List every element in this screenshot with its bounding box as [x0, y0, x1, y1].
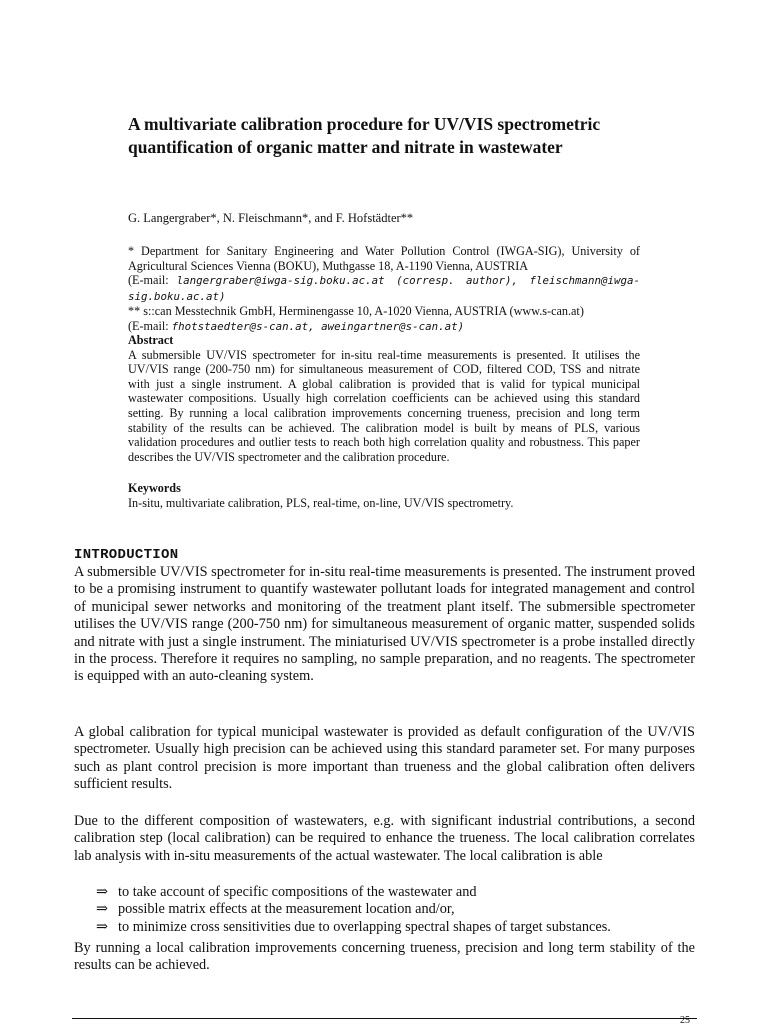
affiliation-1-email — [128, 273, 640, 304]
list-item — [96, 901, 611, 918]
implies-arrow-icon: ⇒ — [96, 918, 108, 935]
list-item — [96, 919, 611, 936]
introduction-heading: INTRODUCTION — [74, 547, 179, 563]
list-item-text: to take account of specific compositions of the wastewater and — [118, 884, 477, 900]
keywords-section — [128, 481, 640, 510]
list-item-text: possible matrix effects at the measurement location and/or, — [118, 901, 455, 918]
author-list: G. Langergraber*, N. Fleischmann*, and F. Hofstädter** — [128, 211, 414, 225]
affiliations — [128, 244, 640, 335]
keywords-text: In-situ, multivariate calibration, PLS, real-time, on-line, UV/VIS spectrometry. — [128, 495, 514, 510]
footer-divider — [72, 1018, 697, 1019]
email-prefix: (E-mail: — [128, 273, 177, 288]
email-addresses-2: fhotstaedter@s-can.at, aweingartner@s-can.at) — [171, 319, 465, 333]
list-item — [96, 884, 611, 901]
affiliation-1: * Department for Sanitary Engineering and Water Pollution Control (IWGA-SIG), University of Agricultural Sciences Vienna (BOKU), Muthgasse 18, A-1190 Vienna, AUSTRIA — [128, 244, 640, 273]
affiliation-2: ** s::can Messtechnik GmbH, Herminengasse 10, A-1020 Vienna, AUSTRIA (www.s-can.at) — [128, 304, 584, 319]
abstract-text: A submersible UV/VIS spectrometer for in-situ real-time measurements is presented. It utilises the UV/VIS range (200-750 nm) for simultaneous measurement of COD, filtered COD, TSS and nitrate with just a single instrument. A global calibration is provided that is valid for typical municipal wastewater compositions. Usually high correlation coefficients can be achieved using this standard setting. By running a local calibration improvements concerning trueness, precision and long term stability of the results can be achieved. The calibration model is built by means of PLS, various validation procedures and outlier tests to reach both high correlation quality and robustness. This paper describes the UV/VIS spectrometer and the calibration procedure. — [128, 347, 640, 464]
paper-title: A multivariate calibration procedure for UV/VIS spectrometric quantification of organic matter and nitrate in wastewater — [128, 114, 601, 157]
keywords-heading: Keywords — [128, 481, 181, 495]
abstract-heading: Abstract — [128, 333, 174, 347]
list-item-text: to minimize cross sensitivities due to overlapping spectral shapes of target substances. — [118, 918, 611, 935]
intro-paragraph-2: A global calibration for typical municipal wastewater is provided as default configuration of the UV/VIS spectrometer. Usually high precision can be achieved using this standard parameter set. For many purposes such as plant control precision is more important than trueness and the global calibration often delivers sufficient results. — [74, 724, 695, 793]
implies-arrow-icon: ⇒ — [96, 884, 108, 900]
implies-arrow-icon: ⇒ — [96, 901, 108, 918]
intro-paragraph-4: By running a local calibration improvements concerning trueness, precision and long term stability of the results can be achieved. — [74, 940, 695, 974]
calibration-bullet-list — [96, 884, 611, 936]
intro-paragraph-1: A submersible UV/VIS spectrometer for in-situ real-time measurements is presented. The instrument proved to be a promising instrument to quantify wastewater pollutant loads for integrated management and control of municipal sewer networks and monitoring of the treatment plant itself. The submersible spectrometer utilises the UV/VIS range (200-750 nm) for simultaneous measurement of organic matter, suspended solids and nitrate with just a single instrument. The miniaturised UV/VIS spectrometer is a probe installed directly in the process. Therefore it requires no sampling, no sample preparation, and no reagents. The spectrometer is equipped with an auto-cleaning system. — [74, 564, 695, 685]
page-number: 25 — [680, 1016, 690, 1024]
intro-paragraph-3: Due to the different composition of wastewaters, e.g. with significant industrial contributions, a second calibration step (local calibration) can be required to enhance the trueness. The local calibration correlates lab analysis with in-situ measurements of the actual wastewater. The local calibration is able — [74, 813, 695, 864]
abstract-section — [128, 333, 640, 464]
email-addresses-1: langergraber@iwga-sig.boku.ac.at (corresp. author), fleischmann@iwga-sig.boku.ac.at) — [128, 274, 640, 303]
email-prefix: (E-mail: — [128, 318, 172, 333]
